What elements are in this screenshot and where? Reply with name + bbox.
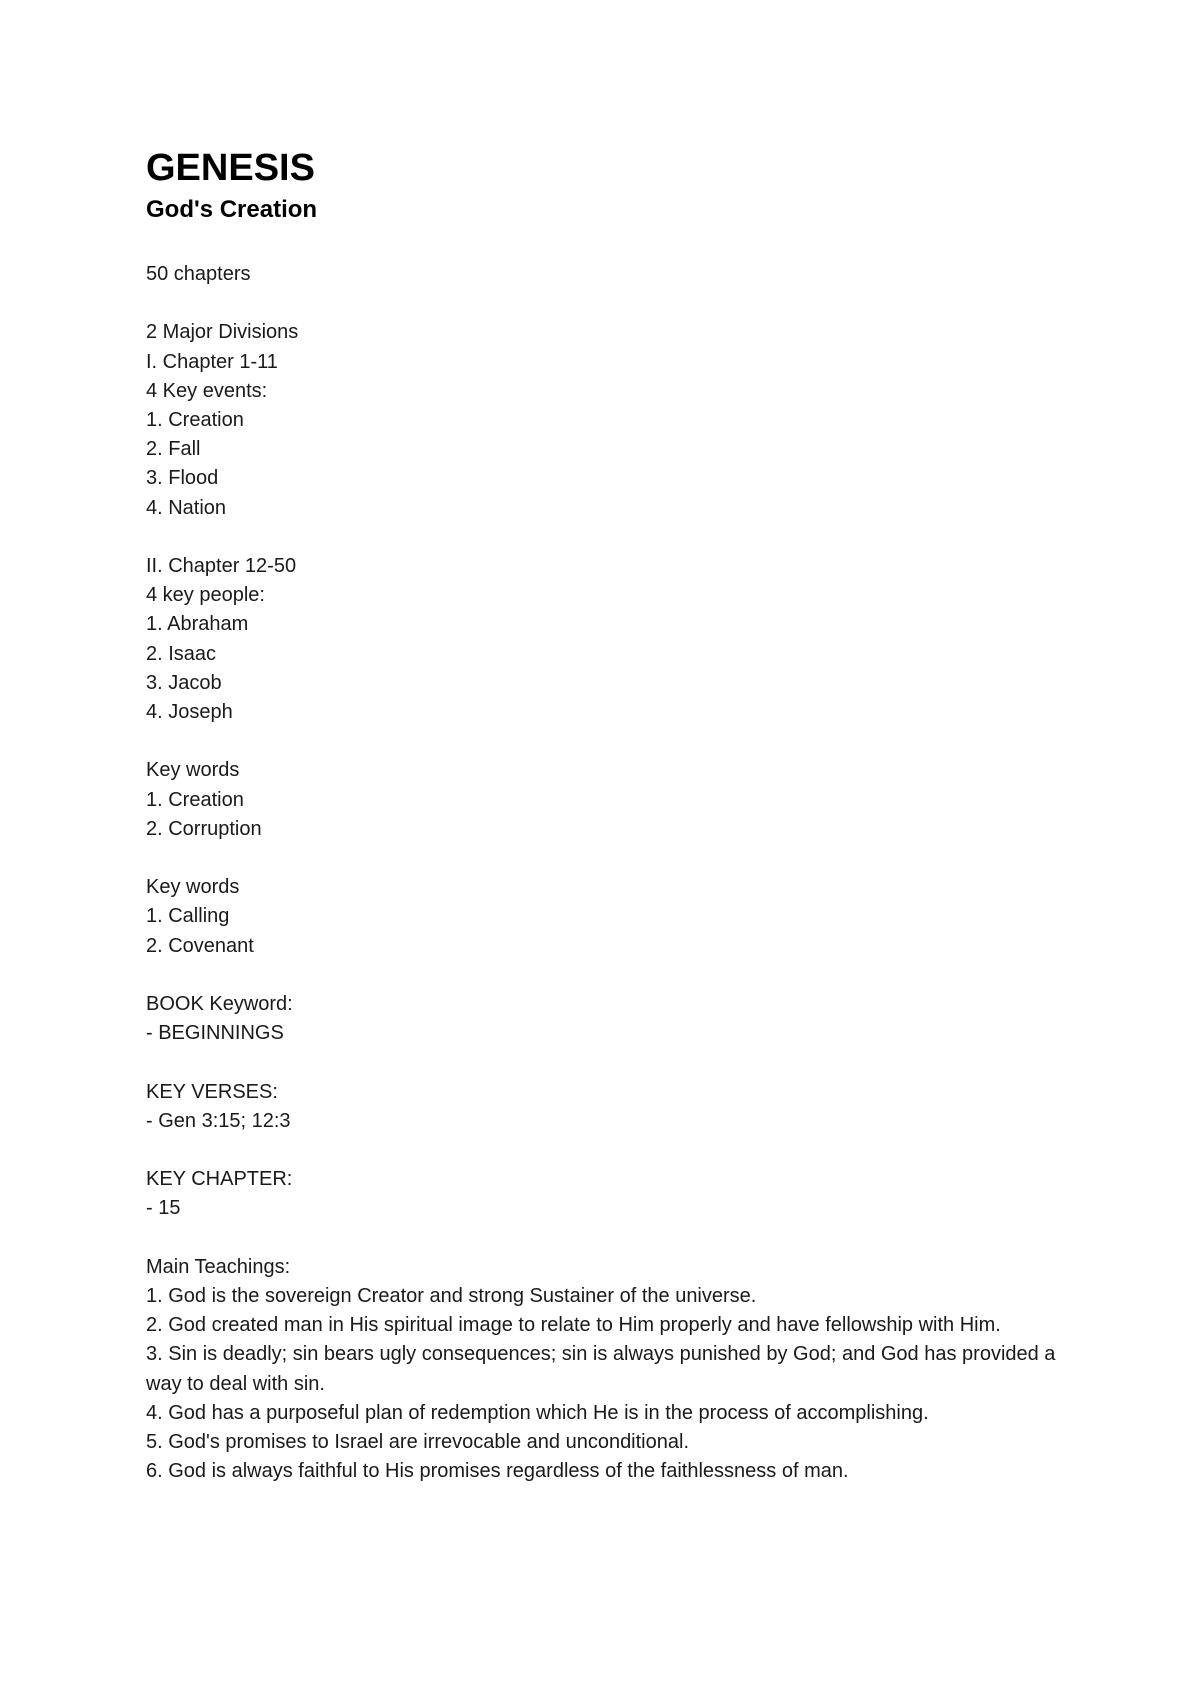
list-item: 4. Nation <box>146 496 227 519</box>
teaching-item: 3. Sin is deadly; sin bears ugly consequences; sin is always punished by God; and God has provided a way to deal with sin. <box>146 1343 1056 1395</box>
divisions-heading: 2 Major Divisions <box>146 321 299 344</box>
key-verses-value: - Gen 3:15; 12:3 <box>146 1109 291 1132</box>
list-item: 2. Corruption <box>146 817 262 840</box>
division-two-subheading: 4 key people: <box>146 584 265 607</box>
book-keyword-value: - BEGINNINGS <box>146 1022 284 1045</box>
list-item: 1. Abraham <box>146 613 249 636</box>
chapter-count: 50 chapters <box>146 263 251 285</box>
document-page <box>146 144 1066 1486</box>
teaching-item: 5. God's promises to Israel are irrevocable and unconditional. <box>146 1431 689 1453</box>
key-verses-heading: KEY VERSES: <box>146 1080 278 1103</box>
spacer <box>146 289 1066 318</box>
spacer <box>146 961 1066 990</box>
division-two-label: II. Chapter 12-50 <box>146 555 297 577</box>
teaching-item: 1. God is the sovereign Creator and strong Sustainer of the universe. <box>146 1284 757 1307</box>
spacer <box>146 844 1066 873</box>
spacer <box>146 1048 1066 1077</box>
teaching-item: 2. God created man in His spiritual image to relate to Him properly and have fellowship with Him. <box>146 1314 1001 1337</box>
list-item: 1. Creation <box>146 409 244 431</box>
division-one-subheading: 4 Key events: <box>146 379 268 402</box>
key-chapter-value: - 15 <box>146 1197 181 1220</box>
list-item: 1. Calling <box>146 905 230 928</box>
list-item: 2. Isaac <box>146 642 217 665</box>
key-chapter-heading: KEY CHAPTER: <box>146 1168 293 1191</box>
spacer <box>146 1136 1066 1165</box>
list-item: 1. Creation <box>146 788 244 811</box>
list-item: 2. Fall <box>146 438 201 461</box>
teaching-item: 6. God is always faithful to His promises regardless of the faithlessness of man. <box>146 1460 849 1483</box>
list-item: 3. Jacob <box>146 671 222 694</box>
list-item: 4. Joseph <box>146 701 233 724</box>
page-title: GENESIS <box>146 147 315 189</box>
list-item: 2. Covenant <box>146 934 254 957</box>
key-words-heading: Key words <box>146 876 240 899</box>
document-body <box>146 260 1066 1486</box>
division-one-label: I. Chapter 1-11 <box>146 350 278 373</box>
spacer <box>146 727 1066 756</box>
book-keyword-heading: BOOK Keyword: <box>146 993 293 1015</box>
list-item: 3. Flood <box>146 467 219 490</box>
teaching-item: 4. God has a purposeful plan of redemption which He is in the process of accomplishing. <box>146 1401 929 1424</box>
main-teachings-heading: Main Teachings: <box>146 1255 291 1278</box>
spacer <box>146 1224 1066 1253</box>
page-subtitle: God's Creation <box>146 196 318 223</box>
key-words-heading: Key words <box>146 759 240 782</box>
spacer <box>146 523 1066 552</box>
